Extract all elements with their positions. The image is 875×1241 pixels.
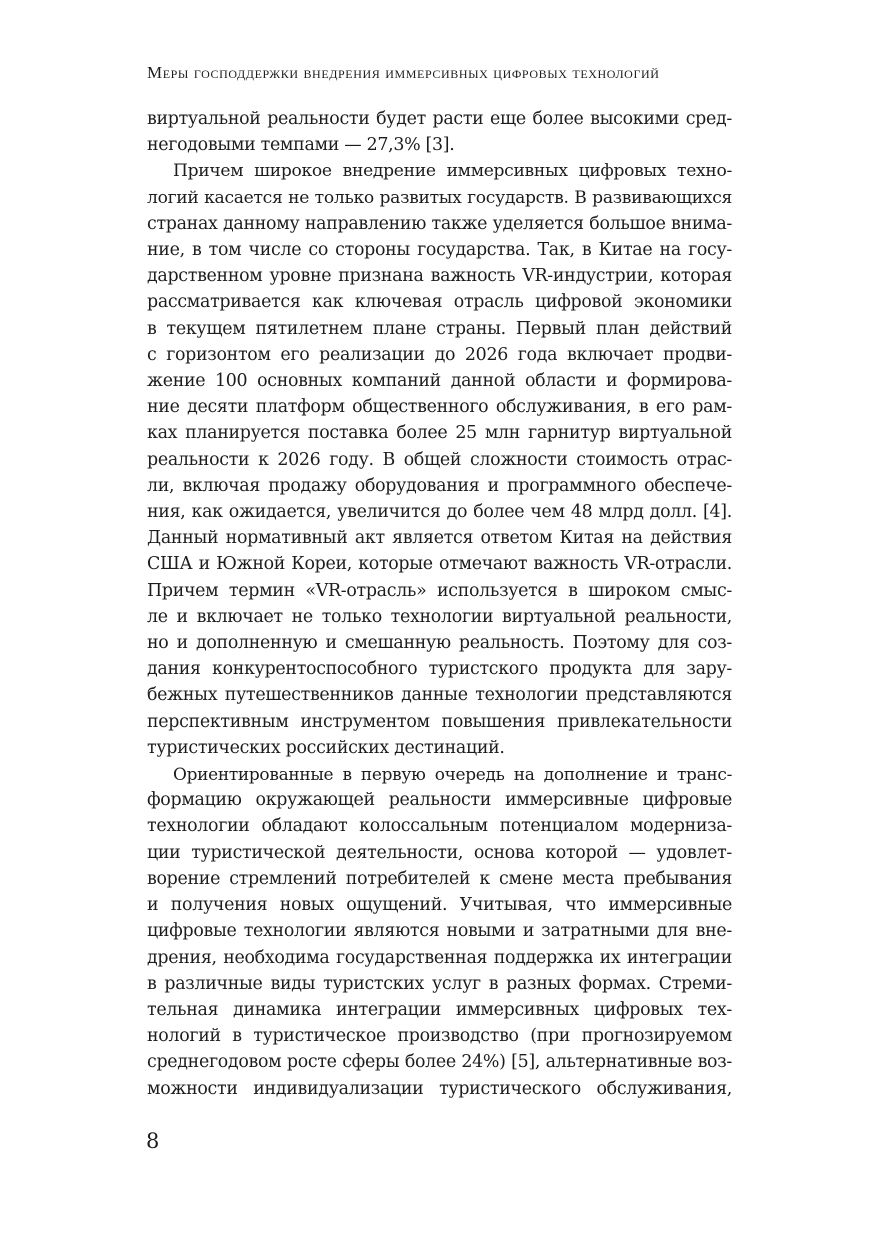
text-line: реальности к 2026 году. В общей сложности стоимость отрас- <box>147 449 732 470</box>
body-text <box>147 106 732 1116</box>
text-line: дарственном уровне признана важность VR-индустрии, которая <box>147 266 732 287</box>
text-line: негодовыми темпами — 27,3% [3]. <box>147 135 455 156</box>
text-line: ния, как ожидается, увеличится до более чем 48 млрд долл. [4]. <box>147 502 732 523</box>
page-number: 8 <box>146 1129 160 1153</box>
text-line: ках планируется поставка более 25 млн гарнитур виртуальной <box>147 423 732 444</box>
text-line: перспективным инструментом повышения привлекательности <box>147 711 732 732</box>
text-line: Ориентированные в первую очередь на дополнение и транс- <box>173 764 732 785</box>
text-line: в текущем пятилетнем плане страны. Первый план действий <box>147 318 732 339</box>
text-line: но и дополненную и смешанную реальность. Поэтому для соз- <box>147 633 732 654</box>
text-line: ле и включает не только технологии виртуальной реальности, <box>147 606 732 627</box>
paragraph-continued <box>147 106 732 158</box>
text-line: формацию окружающей реальности иммерсивные цифровые <box>147 790 732 811</box>
text-line: дрения, необходима государственная поддержка их интеграции <box>147 947 732 968</box>
text-line: в различные виды туристских услуг в разных формах. Стреми- <box>147 973 732 994</box>
text-line: США и Южной Кореи, которые отмечают важность VR-отрасли. <box>147 554 732 575</box>
paragraph <box>147 761 732 1102</box>
text-line: бежных путешественников данные технологии представляются <box>147 685 732 706</box>
text-line: тельная динамика интеграции иммерсивных цифровых тех- <box>147 999 732 1020</box>
text-line: технологии обладают колоссальным потенциалом модерниза- <box>147 816 732 837</box>
text-line: Данный нормативный акт является ответом Китая на действия <box>147 528 732 549</box>
text-line: ние, в том числе со стороны государства. Так, в Китае на госу- <box>147 240 732 261</box>
text-line: и получения новых ощущений. Учитывая, что иммерсивные <box>147 895 732 916</box>
text-line: странах данному направлению также уделяется большое внима- <box>147 213 732 234</box>
text-line: с горизонтом его реализации до 2026 года включает продви- <box>147 344 732 365</box>
text-line: рассматривается как ключевая отрасль цифровой экономики <box>147 292 732 313</box>
text-line: жение 100 основных компаний данной области и формирова- <box>147 371 732 392</box>
text-line: среднегодовом росте сферы более 24%) [5], альтернативные воз- <box>147 1052 732 1073</box>
text-line: дания конкурентоспособного туристского продукта для зару- <box>147 659 732 680</box>
text-line: ли, включая продажу оборудования и программного обеспече- <box>147 475 732 496</box>
text-line: ворение стремлений потребителей к смене места пребывания <box>147 868 732 889</box>
text-line: логий касается не только развитых государств. В развивающихся <box>147 187 732 208</box>
paragraph <box>147 158 732 761</box>
text-line: Причем широкое внедрение иммерсивных цифровых техно- <box>173 161 732 182</box>
text-line: нологий в туристическое производство (при прогнозируемом <box>147 1026 732 1047</box>
text-line: Причем термин «VR-отрасль» используется в широком смыс- <box>147 580 732 601</box>
text-line: ции туристической деятельности, основа которой — удовлет- <box>147 842 732 863</box>
text-line: туристических российских дестинаций. <box>147 737 505 758</box>
text-line: ние десяти платформ общественного обслуживания, в его рам- <box>147 397 732 418</box>
text-line: цифровые технологии являются новыми и затратными для вне- <box>147 921 732 942</box>
text-line: можности индивидуализации туристического обслуживания, <box>147 1078 732 1099</box>
text-line: виртуальной реальности будет расти еще более высокими сред- <box>147 109 732 129</box>
running-header: Меры господдержки внедрения иммерсивных цифровых технологий <box>147 63 660 82</box>
